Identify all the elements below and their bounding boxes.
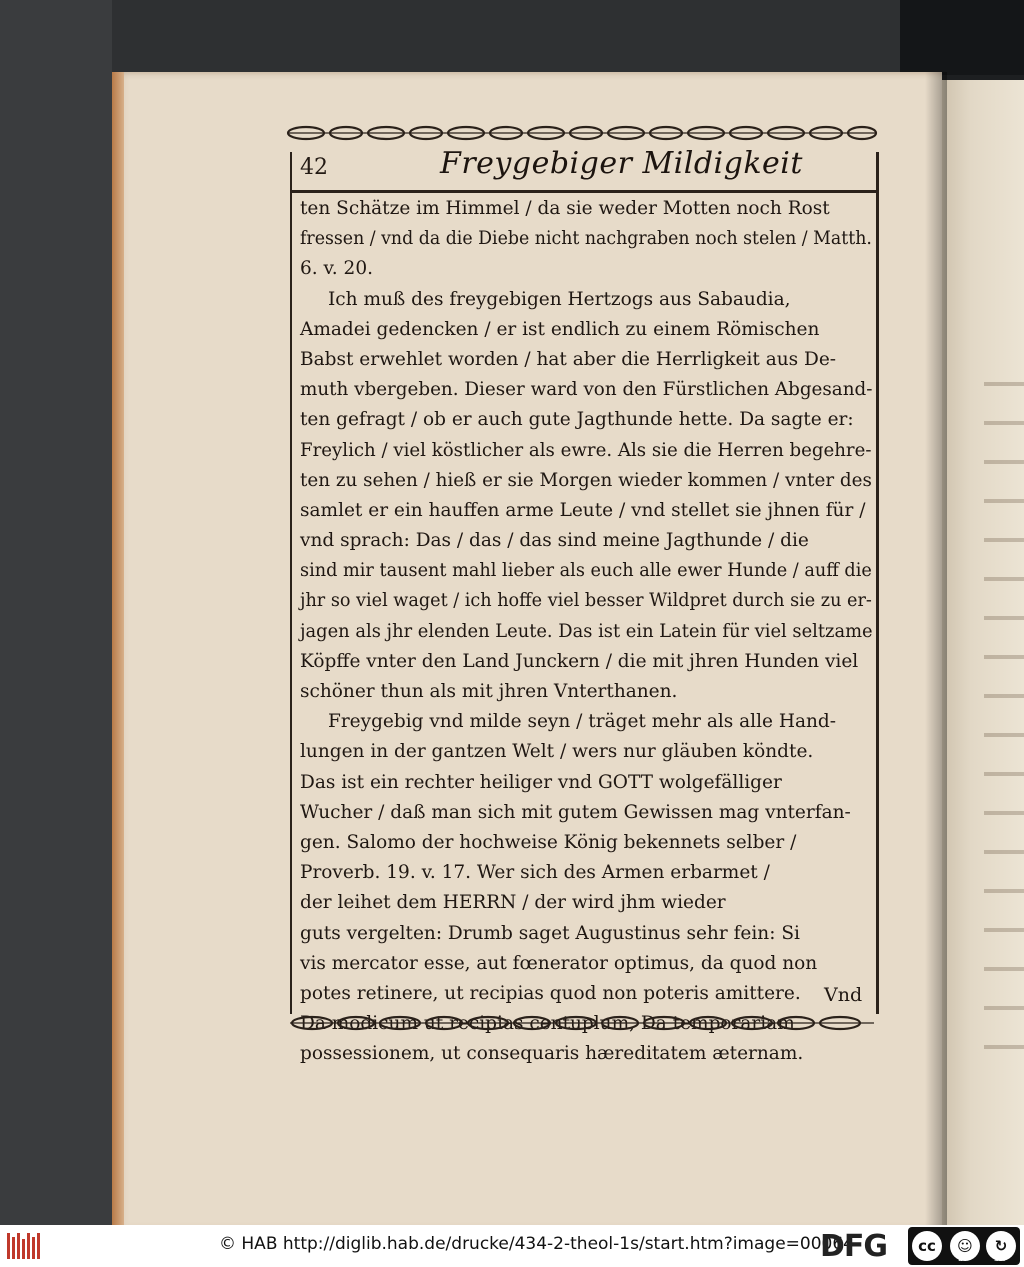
dfg-logo: DFG	[820, 1229, 888, 1264]
page-number: 42	[300, 155, 328, 180]
text-line: possessionem, ut consequaris hæreditatem æternam.	[300, 1043, 804, 1065]
text-line: 6. v. 20.	[300, 258, 373, 280]
text-line: guts vergelten: Drumb saget Augustinus sehr fein: Si	[300, 922, 800, 944]
text-line: samlet er ein hauffen arme Leute / vnd stellet sie jhnen für /	[300, 499, 866, 521]
scan-backdrop-left	[0, 0, 112, 1225]
text-line: Ich muß des freygebigen Hertzogs aus Sabaudia,	[328, 288, 791, 310]
text-line: ten zu sehen / hieß er sie Morgen wieder kommen / vnter des	[300, 469, 872, 491]
bottom-ornament-border	[284, 1012, 880, 1034]
text-line: Amadei gedencken / er ist endlich zu einem Römischen	[300, 318, 820, 340]
text-line: jhr so viel waget / ich hoffe viel besser Wildpret durch sie zu er-	[300, 590, 872, 612]
running-head: Freygebiger Mildigkeit	[440, 146, 803, 181]
cc-circle: cc	[912, 1231, 942, 1261]
top-ornament-border	[284, 122, 880, 144]
text-line: vis mercator esse, aut fœnerator optimus, da quod non	[300, 952, 818, 974]
text-line: ten Schätze im Himmel / da sie weder Motten noch Rost	[300, 198, 830, 219]
body-text	[300, 194, 876, 1069]
text-line: fressen / vnd da die Diebe nicht nachgraben noch stelen / Matth.	[300, 228, 872, 250]
creative-commons-icon[interactable]	[908, 1227, 1020, 1265]
sa-label: SA	[994, 1254, 1005, 1263]
text-line: Freygebig vnd milde seyn / träget mehr als alle Hand-	[328, 711, 837, 733]
text-line: muth vbergeben. Dieser ward von den Fürstlichen Abgesand-	[300, 379, 873, 401]
text-line: Babst erwehlet worden / hat aber die Herrligkeit aus De-	[300, 348, 837, 370]
text-line: Da modicum ut recipias centuplum, Da temporariam	[300, 1013, 795, 1035]
header-rule	[290, 190, 877, 193]
viewer-footer	[0, 1225, 1024, 1267]
text-line: sind mir tausent mahl lieber als euch alle ewer Hunde / auff die	[300, 560, 872, 582]
catchword: Vnd	[824, 984, 863, 1006]
gutter-shadow	[925, 72, 947, 1225]
by-label: BY	[958, 1254, 968, 1263]
share-alike-icon: ↻	[986, 1231, 1016, 1261]
text-line: Wucher / daß man sich mit gutem Gewissen mag vnterfan-	[300, 801, 851, 823]
text-line: gen. Salomo der hochweise König bekennets selber /	[300, 831, 797, 853]
text-line: Köpffe vnter den Land Junckern / die mit jhren Hunden viel	[300, 650, 859, 672]
text-line: vnd sprach: Das / das / das sind meine Jagthunde / die	[300, 530, 809, 552]
text-line: Das ist ein rechter heiliger vnd GOTT wolgefälliger	[300, 771, 782, 793]
text-line: lungen in der gantzen Welt / wers nur gläuben köndte.	[300, 741, 814, 763]
by-person-icon: ☺	[950, 1231, 980, 1261]
next-page-bleed-text	[984, 360, 1024, 1050]
text-line: Proverb. 19. v. 17. Wer sich des Armen erbarmet /	[300, 862, 770, 884]
library-books-icon	[6, 1231, 44, 1261]
scan-backdrop-corner	[900, 0, 1024, 75]
source-link[interactable]: © HAB http://diglib.hab.de/drucke/434-2-theol-1s/start.htm?image=00064	[219, 1234, 854, 1254]
text-line: Freylich / viel köstlicher als ewre. Als sie die Herren begehre-	[300, 439, 872, 461]
text-line: potes retinere, ut recipias quod non poteris amittere.	[300, 982, 801, 1004]
text-line: jagen als jhr elenden Leute. Das ist ein Latein für viel seltzame	[300, 620, 873, 642]
page-gilt-edge	[112, 72, 124, 1225]
text-line: der leihet dem HERRN / der wird jhm wieder	[300, 892, 726, 914]
text-line: schöner thun als mit jhren Vnterthanen.	[300, 681, 678, 702]
text-line: ten gefragt / ob er auch gute Jagthunde hette. Da sagte er:	[300, 409, 854, 431]
